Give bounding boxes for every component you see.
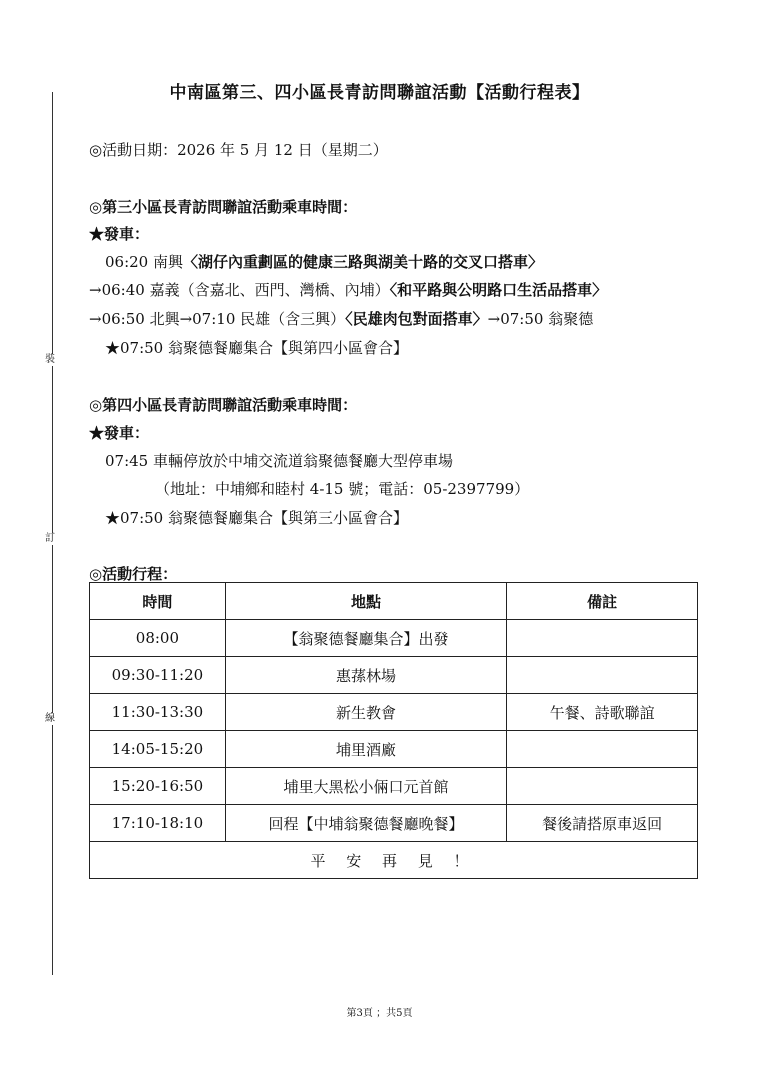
cell-location: 回程【中埔翁聚德餐廳晚餐】 — [225, 805, 506, 842]
section4-depart-label: ★發車： — [89, 424, 150, 442]
section4-address: （地址：中埔鄉和睦村 4-15 號；電話：05-2397799） — [155, 480, 530, 498]
header-location: 地點 — [225, 583, 506, 620]
route-time: →06:50 北興→07:10 民雄（含三興） — [89, 310, 346, 328]
route-end: →07:50 翁聚德 — [487, 310, 594, 328]
route-time: 06:20 南興 — [105, 253, 183, 271]
binding-mark-zhuang: 裝 — [45, 354, 55, 365]
table-row — [90, 657, 698, 694]
cell-location: 埔里酒廠 — [225, 731, 506, 768]
table-row — [90, 805, 698, 842]
cell-location: 新生教會 — [225, 694, 506, 731]
section4-heading: ◎第四小區長青訪問聯誼活動乘車時間： — [89, 396, 358, 414]
section3-gather: ★07:50 翁聚德餐廳集合【與第四小區會合】 — [105, 339, 408, 357]
section3-route-line-1 — [105, 251, 543, 272]
cell-location: 埔里大黑松小倆口元首館 — [225, 768, 506, 805]
section3-route-line-3 — [89, 308, 593, 329]
cell-time: 08:00 — [90, 620, 226, 657]
section3-heading: ◎第三小區長青訪問聯誼活動乘車時間： — [89, 198, 358, 216]
table-row — [90, 694, 698, 731]
cell-time: 17:10-18:10 — [90, 805, 226, 842]
cell-remarks — [507, 620, 698, 657]
schedule-table — [89, 582, 698, 879]
closing-row — [90, 842, 698, 879]
section3-route-line-2 — [89, 279, 607, 300]
cell-remarks — [507, 731, 698, 768]
cell-remarks — [507, 768, 698, 805]
table-row — [90, 731, 698, 768]
document-title: 中南區第三、四小區長青訪問聯誼活動【活動行程表】 — [169, 83, 590, 103]
table-row — [90, 620, 698, 657]
closing-message: 平 安 再 見 ！ — [90, 842, 698, 879]
section4-route-line-1: 07:45 車輛停放於中埔交流道翁聚德餐廳大型停車場 — [105, 452, 453, 470]
binding-mark-xian: 線 — [45, 713, 55, 724]
schedule-heading: ◎活動行程： — [89, 565, 178, 583]
section4-gather: ★07:50 翁聚德餐廳集合【與第三小區會合】 — [105, 509, 408, 527]
section3-depart-label: ★發車： — [89, 225, 150, 243]
pickup-location: 〈和平路與公明路口生活品搭車〉 — [389, 281, 608, 299]
cell-time: 09:30-11:20 — [90, 657, 226, 694]
cell-location: 惠蓀林場 — [225, 657, 506, 694]
table-row — [90, 768, 698, 805]
cell-time: 11:30-13:30 — [90, 694, 226, 731]
activity-date: ◎活動日期：2026 年 5 月 12 日（星期二） — [89, 141, 388, 159]
cell-remarks: 餐後請搭原車返回 — [507, 805, 698, 842]
header-time: 時間 — [90, 583, 226, 620]
header-remarks: 備註 — [507, 583, 698, 620]
cell-location: 【翁聚德餐廳集合】出發 — [225, 620, 506, 657]
pickup-location: 〈湖仔內重劃區的健康三路與湖美十路的交叉口搭車〉 — [183, 253, 544, 271]
cell-time: 14:05-15:20 — [90, 731, 226, 768]
binding-mark-ding: 訂 — [45, 533, 55, 544]
cell-remarks — [507, 657, 698, 694]
route-time: →06:40 嘉義（含嘉北、西門、灣橋、內埔） — [89, 281, 390, 299]
page-footer: 第3頁 ；共5頁 — [346, 1008, 413, 1019]
cell-remarks: 午餐、詩歌聯誼 — [507, 694, 698, 731]
cell-time: 15:20-16:50 — [90, 768, 226, 805]
table-header-row — [90, 583, 698, 620]
pickup-location: 〈民雄肉包對面搭車〉 — [345, 310, 488, 328]
